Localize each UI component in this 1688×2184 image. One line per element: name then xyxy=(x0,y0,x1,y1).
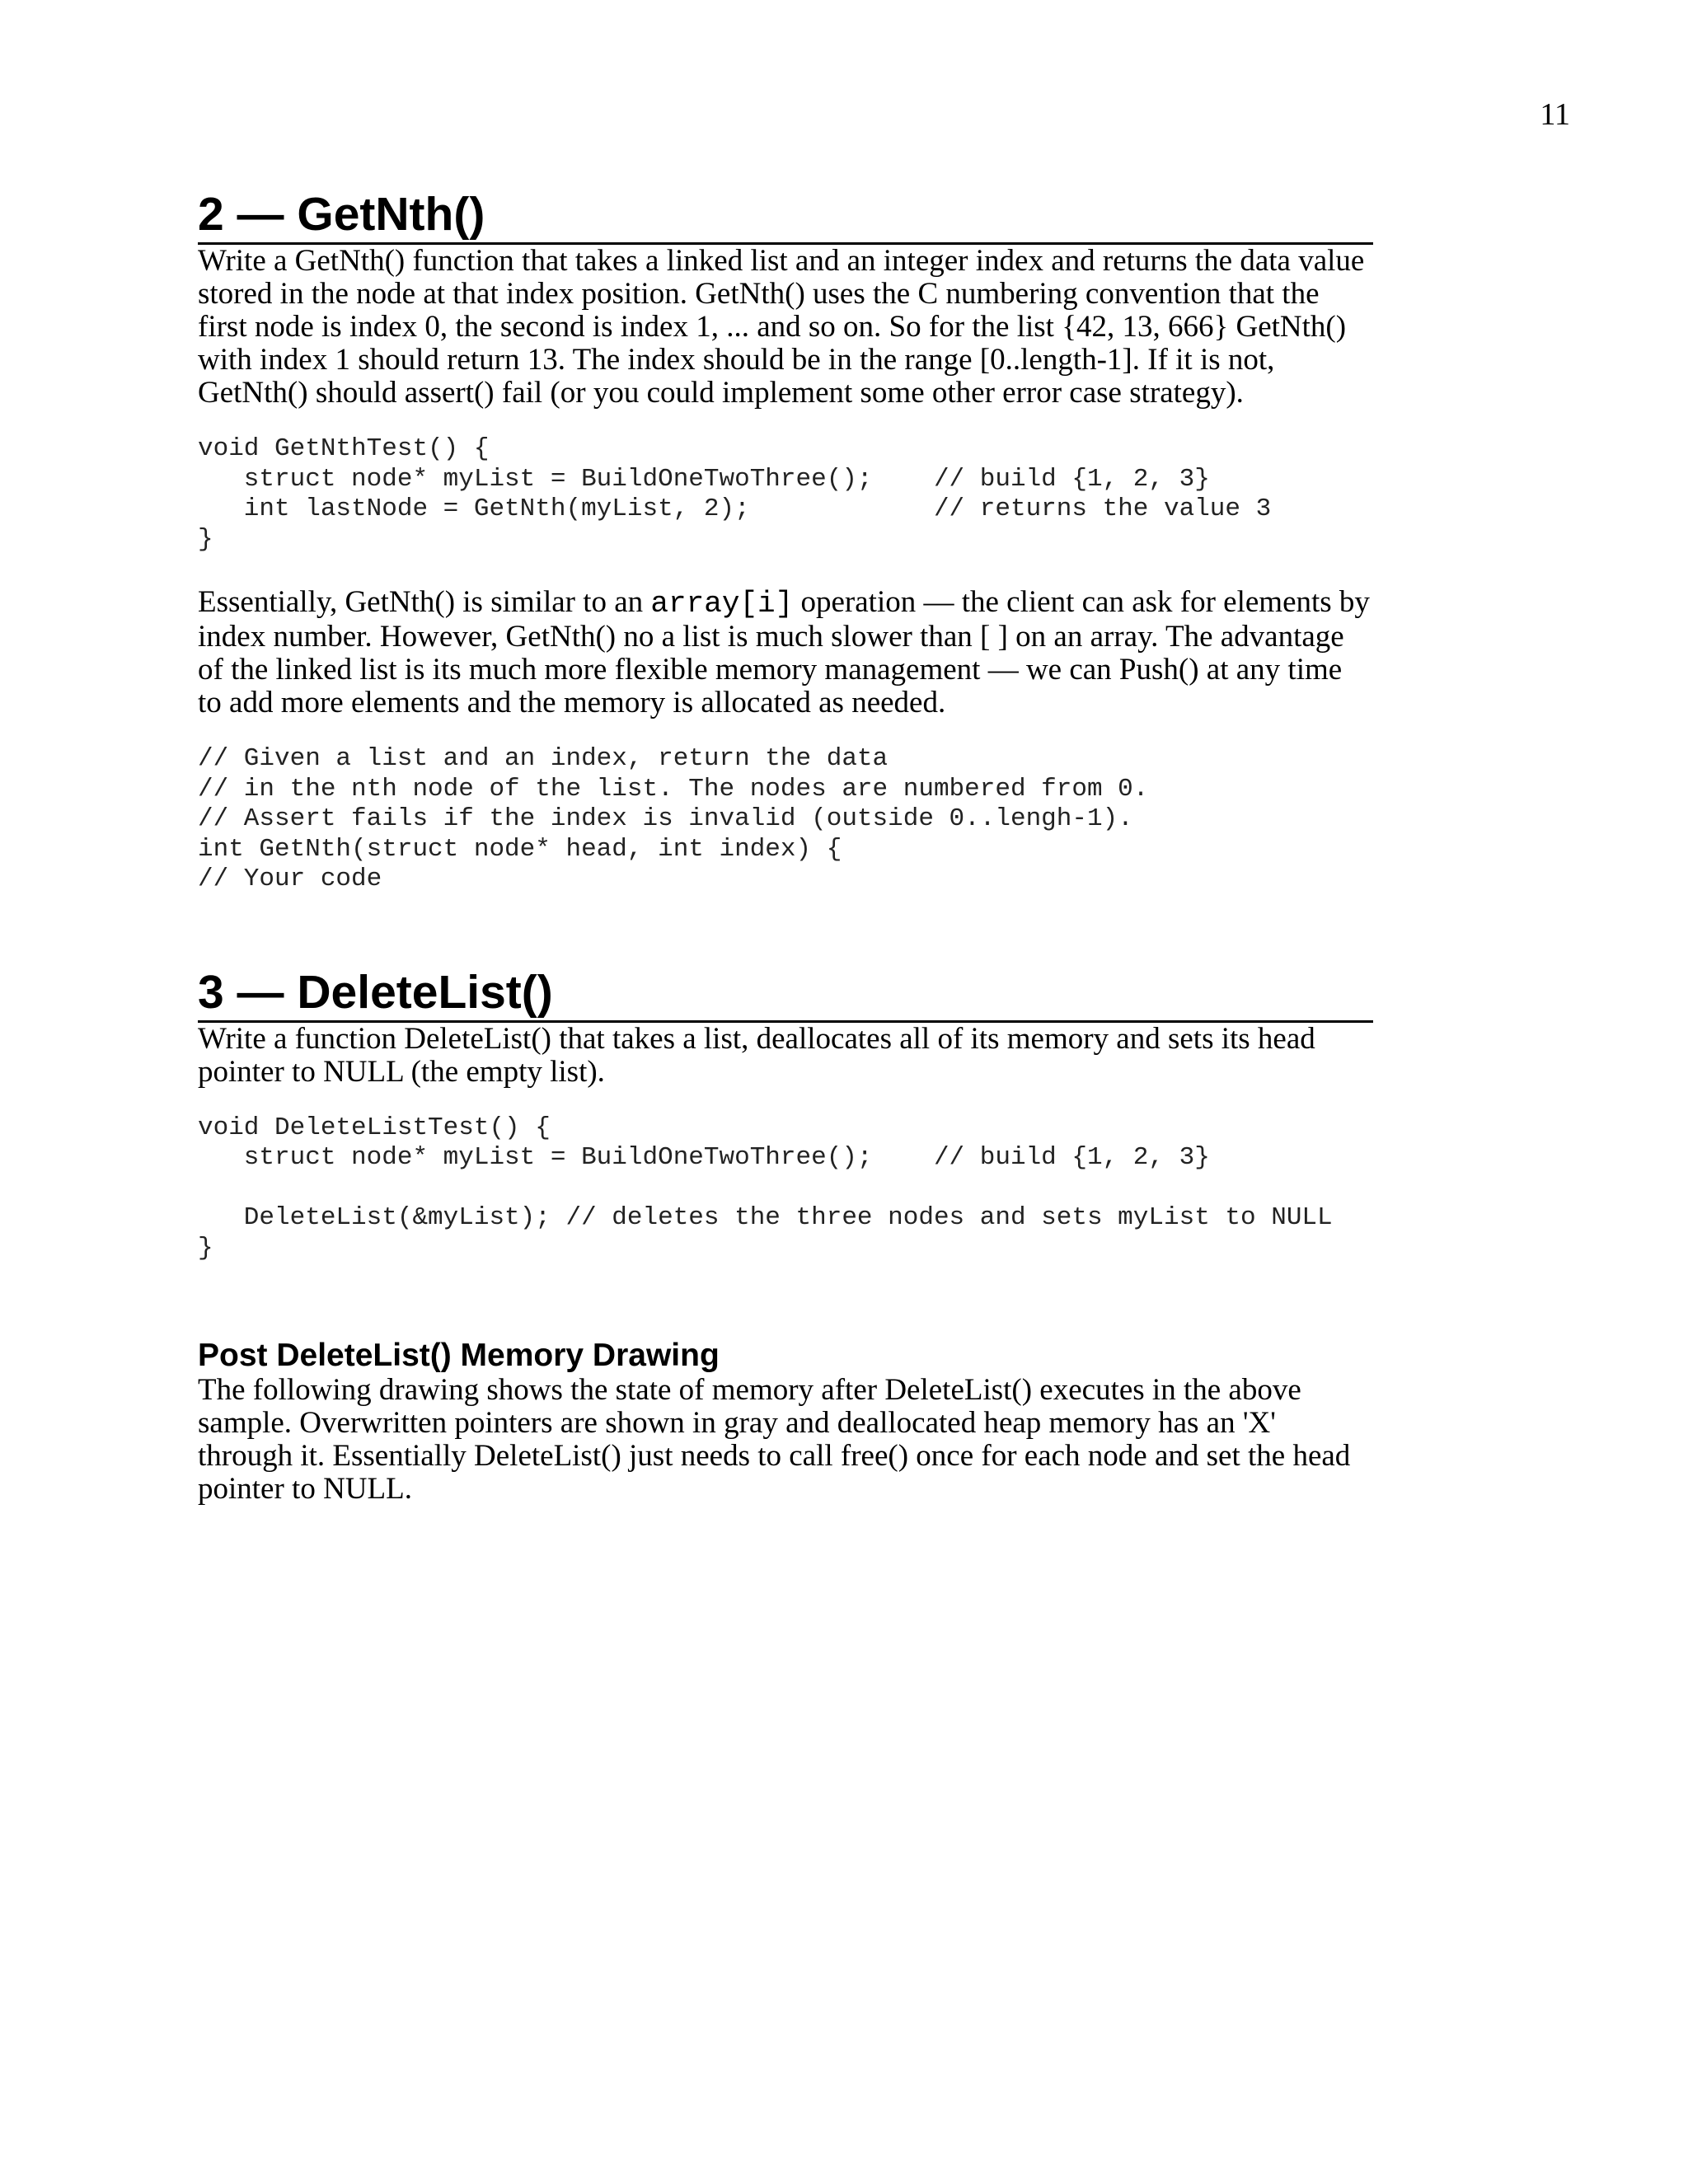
paragraph-text: Essentially, GetNth() is similar to an xyxy=(198,585,651,619)
section-heading-deletelist: 3 — DeleteList() xyxy=(198,964,1373,1023)
section-heading-getnth: 2 — GetNth() xyxy=(198,186,1373,245)
getnth-test-code: void GetNthTest() { struct node* myList = BuildOneTwoThree(); // build {1, 2, 3} int lastNode = GetNth(myList, 2); // returns the value 3 } xyxy=(198,434,1272,554)
getnth-intro-paragraph: Write a GetNth() function that takes a linked list and an integer index and returns the data value stored in the node at that index position. GetNth() uses the C numbering convention that the first node is index 0, the second is index 1, ... and so on. So for the list {42, 13, 666} GetNth() with index 1 should return 13. The index should be in the range [0..length-1]. If it is not, GetNth() should assert() fail (or you could implement some other error case strategy). xyxy=(198,244,1365,410)
paragraph-text: operation — the client can ask for elements by index number. However, GetNth() no a list is much slower than [ ] on an array. The advantage of the linked list is its much more flexible memory management — we can Push() at any time to add more elements and the memory is allocated as needed. xyxy=(198,585,1370,719)
subheading-memory-drawing: Post DeleteList() Memory Drawing xyxy=(198,1338,720,1373)
getnth-stub-code: // Given a list and an index, return the data // in the nth node of the list. The nodes are numbered from 0. // Assert fails if the index is invalid (outside 0..lengh-1). int GetNth(struct node* head, int index) { // Your code xyxy=(198,744,1149,893)
memory-drawing-paragraph: The following drawing shows the state of memory after DeleteList() executes in the above sample. Overwritten pointers are shown in gray and deallocated heap memory has an 'X' through it. Essentially DeleteList() just needs to call free() once for each node and set the head pointer to NULL. xyxy=(198,1373,1351,1506)
getnth-explanation-paragraph xyxy=(198,586,1373,719)
page-number: 11 xyxy=(1540,97,1570,132)
deletelist-intro-paragraph: Write a function DeleteList() that takes a list, deallocates all of its memory and sets its head pointer to NULL (the empty list). xyxy=(198,1021,1315,1089)
inline-code-array: array[i] xyxy=(650,587,794,621)
deletelist-test-code: void DeleteListTest() { struct node* myList = BuildOneTwoThree(); // build {1, 2, 3} DeleteList(&myList); // deletes the three nodes and sets myList to NULL } xyxy=(198,1113,1333,1263)
page-content xyxy=(198,186,1615,1506)
